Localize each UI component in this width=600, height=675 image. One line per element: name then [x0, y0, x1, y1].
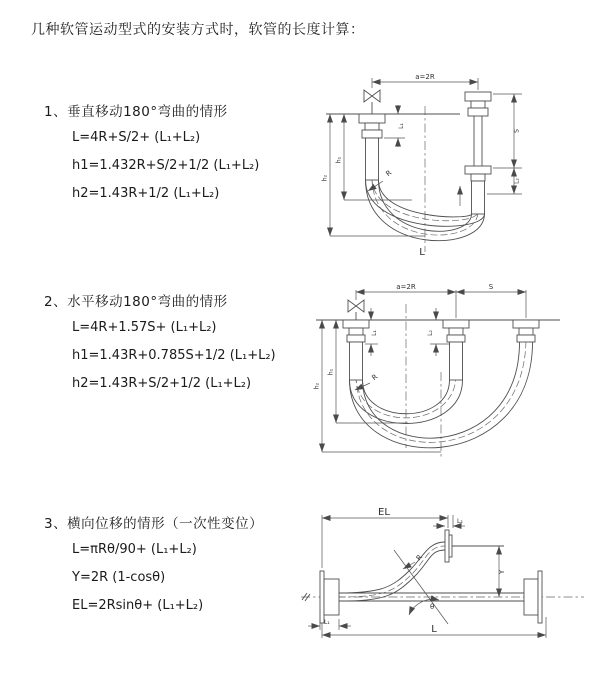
dim-label-l2: L₂: [513, 178, 521, 184]
section-1-heading: 1、垂直移动180°弯曲的情形: [44, 104, 228, 120]
dim-label-h2: h₂: [321, 174, 329, 182]
formula-el: EL=2Rsinθ+ (L₁+L₂): [72, 598, 204, 613]
dim-label-l1: L₁: [398, 123, 405, 129]
dim-label-l1: L₁: [371, 330, 378, 336]
section-1-formulas: [72, 124, 259, 208]
dim-label-y: Y: [498, 569, 506, 575]
formula-y: Y=2R (1-cosθ): [72, 570, 166, 585]
formula-l: L=4R+1.57S+ (L₁+L₂): [72, 320, 217, 335]
s-curve-hose: [339, 542, 445, 601]
left-pipe-fitting: [359, 114, 385, 180]
dim-label-a2r: a=2R: [396, 283, 416, 291]
dim-a2r: [356, 290, 526, 318]
diagram-horizontal-180-bend: [308, 280, 568, 462]
dim-label-theta: θ: [430, 603, 435, 611]
dim-label-a2r: a=2R: [415, 73, 435, 81]
formula-l: L=πRθ/90+ (L₁+L₂): [72, 542, 197, 557]
dim-label-l1: L₁: [324, 619, 330, 626]
diagram-lateral-displacement: [296, 502, 596, 656]
dim-label-l2: L₂: [427, 330, 434, 336]
dim-label-h2: h₂: [313, 382, 321, 390]
diagram-vertical-180-bend: [310, 68, 562, 260]
dim-label-l: L: [431, 624, 437, 635]
formula-h2: h2=1.43R+S/2+1/2 (L₁+L₂): [72, 376, 252, 391]
dim-h2: [322, 320, 441, 452]
left-pipe-fitting: [343, 320, 369, 380]
right-pipe-fitting: [465, 92, 491, 214]
section-2-heading: 2、水平移动180°弯曲的情形: [44, 294, 228, 310]
page-title: 几种软管运动型式的安装方式时，软管的长度计算：: [31, 22, 365, 38]
formula-h1: h1=1.43R+0.785S+1/2 (L₁+L₂): [72, 348, 276, 363]
dim-label-r: R: [414, 553, 425, 563]
formula-h1: h1=1.432R+S/2+1/2 (L₁+L₂): [72, 158, 260, 173]
formula-h2: h2=1.43R+1/2 (L₁+L₂): [72, 186, 220, 201]
valve-icon: [364, 90, 380, 114]
dim-label-s: S: [488, 283, 494, 291]
right-flange: [524, 571, 542, 623]
dim-el: [322, 515, 448, 568]
formula-l: L=4R+S/2+ (L₁+L₂): [72, 130, 201, 145]
left-flange: [320, 571, 339, 623]
dim-label-r: R: [370, 372, 380, 383]
dim-label-el: EL: [378, 507, 390, 518]
middle-pipe-fitting: [443, 320, 469, 380]
dim-label-r: R: [384, 168, 394, 179]
section-2-formulas: [72, 314, 276, 398]
valve-icon: [348, 300, 364, 320]
section-3-formulas: [72, 536, 203, 620]
right-pipe-fitting: [513, 320, 539, 342]
top-right-flange: [445, 530, 504, 562]
dim-label-s: S: [513, 129, 521, 133]
dim-label-l2: L₂: [457, 518, 463, 525]
dim-label-l: L: [419, 247, 425, 258]
dim-label-h1: h₁: [335, 156, 343, 164]
dim-label-h1: h₁: [327, 368, 335, 376]
radius-arrow: [403, 562, 415, 569]
section-3-heading: 3、横向位移的情形（一次性变位）: [44, 516, 264, 532]
